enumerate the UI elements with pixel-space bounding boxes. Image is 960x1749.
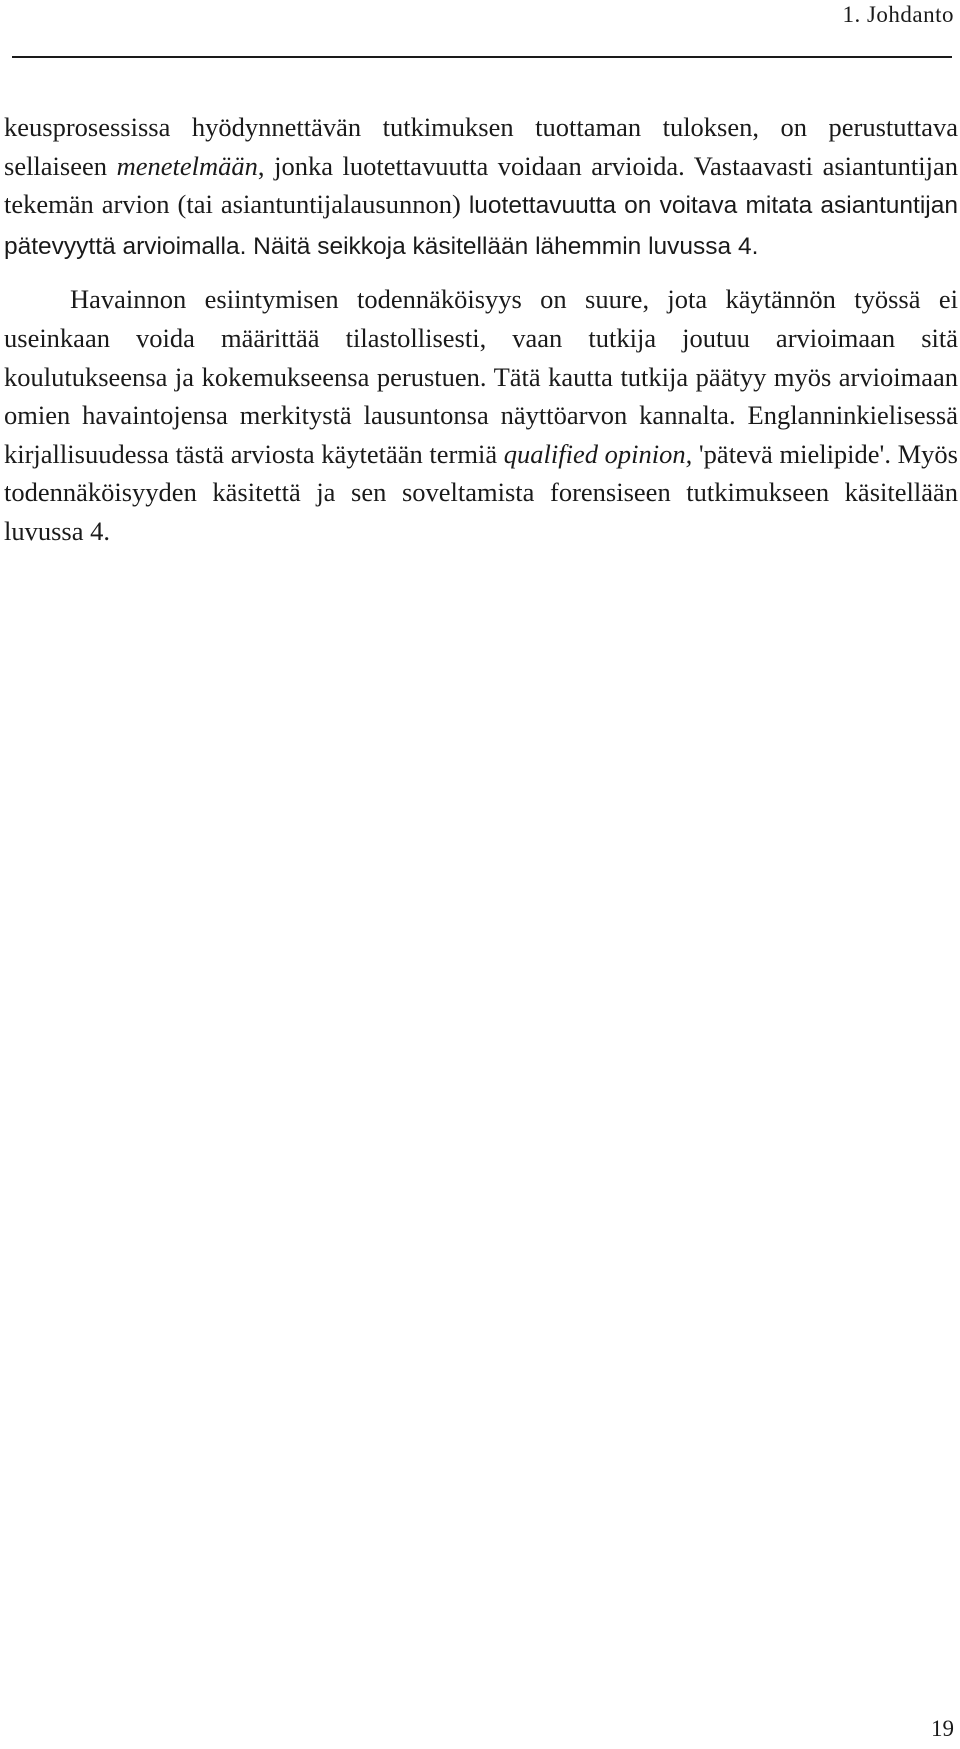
paragraph-1-text-c: luotettavuutta on voitava mitata asiantuntijan pätevyyttä arvioimalla. Näitä seikkoja käsitellään lähemmin luvussa 4. xyxy=(4,192,958,260)
body-text xyxy=(4,108,958,551)
paragraph-1 xyxy=(4,108,958,266)
paragraph-2-italic-term: qualified opinion, xyxy=(503,438,693,469)
paragraph-1-text-a: keusprosessissa hyödynnettävän tutkimuksen tuottaman tuloksen, on perustuttava sellaiseen xyxy=(4,112,958,181)
page-number: 19 xyxy=(931,1716,954,1741)
header-rule xyxy=(12,56,952,58)
paragraph-2-text-b: 'pätevä mielipide'. Myös todennäköisyyden käsitettä ja sen soveltamista forensiseen tutkimukseen käsitellään luvussa 4. xyxy=(4,438,958,546)
paragraph-2-text-a: Havainnon esiintymisen todennäköisyys on suure, jota käytännön työssä ei useinkaan voida määrittää tilastollisesti, vaan tutkija joutuu arvioimaan sitä koulutukseensa ja kokemukseensa perustuen. Tätä kautta tutkija päätyy myös arvioimaan omien havaintojensa merkitystä lausuntonsa näyttöarvon kannalta. Englanninkielisessä kirjallisuudessa tästä arviosta käytetään termiä xyxy=(4,284,958,469)
paragraph-1-text-b: , jonka luotettavuutta voidaan arvioida. Vastaavasti asiantuntijan tekemän arvion (tai asiantuntijalausunnon) xyxy=(4,150,958,220)
paragraph-2 xyxy=(4,280,958,550)
running-header: 1. Johdanto xyxy=(842,2,954,27)
paragraph-1-italic-term: menetelmään xyxy=(116,150,258,181)
